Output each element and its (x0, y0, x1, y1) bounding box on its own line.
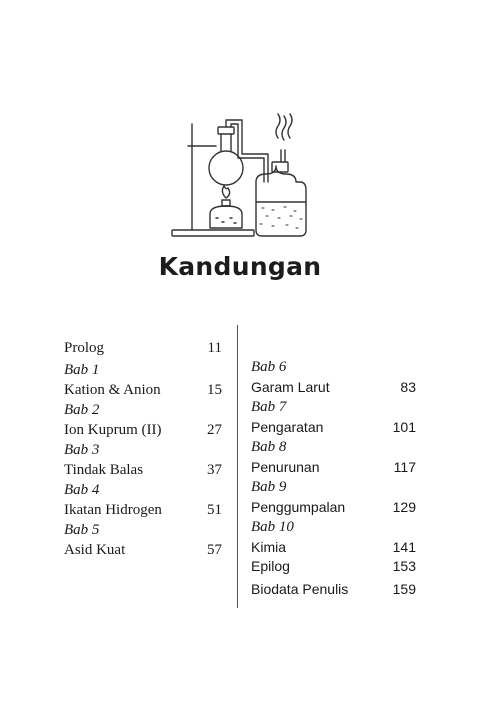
toc-chapter: Bab 1 (64, 362, 100, 378)
toc-page: 101 (392, 419, 416, 435)
toc-page: 117 (393, 459, 416, 475)
toc-entry (64, 520, 222, 560)
toc-title: Penggumpalan (251, 499, 346, 515)
toc-chapter: Bab 6 (251, 359, 287, 375)
toc-chapter: Bab 2 (64, 402, 100, 418)
toc-chapter: Bab 7 (251, 399, 287, 415)
toc-page: 83 (400, 379, 416, 395)
toc-title: Ion Kuprum (II) (64, 422, 162, 438)
toc-entry (251, 437, 416, 477)
toc-title: Tindak Balas (64, 462, 144, 478)
column-divider (237, 325, 238, 608)
toc-title: Prolog (64, 340, 105, 356)
toc-chapter: Bab 3 (64, 442, 100, 458)
toc-entry (64, 480, 222, 520)
toc-title: Asid Kuat (64, 542, 126, 558)
toc-page: 51 (207, 502, 222, 518)
toc-entry (251, 517, 416, 557)
toc-entry (64, 338, 222, 358)
toc-title: Biodata Penulis (251, 581, 349, 597)
toc-page: 129 (392, 499, 416, 515)
toc-title: Garam Larut (251, 379, 330, 395)
toc-chapter: Bab 8 (251, 439, 287, 455)
toc-title: Ikatan Hidrogen (64, 502, 162, 518)
page-title: Kandungan (158, 252, 322, 281)
toc-entry (64, 440, 222, 480)
toc-title: Kation & Anion (64, 382, 161, 398)
toc-title: Epilog (251, 558, 290, 574)
toc-page: 15 (207, 382, 222, 398)
toc-chapter: Bab 5 (64, 522, 100, 538)
toc-chapter: Bab 4 (64, 482, 100, 498)
toc-page: 141 (392, 539, 416, 555)
toc-entry (251, 357, 416, 397)
toc-title: Pengaratan (251, 419, 324, 435)
toc-title: Kimia (251, 539, 287, 555)
toc-entry (64, 360, 222, 400)
toc-entry (64, 400, 222, 440)
toc-page: 57 (207, 542, 222, 558)
toc-entry (251, 556, 416, 576)
toc-entry (251, 579, 416, 599)
toc-title: Penurunan (251, 459, 320, 475)
toc-page: 37 (207, 462, 222, 478)
chemistry-distillation-apparatus-icon (160, 110, 325, 245)
toc-entry (251, 477, 416, 517)
toc-entry (251, 397, 416, 437)
toc-page: 11 (207, 340, 222, 356)
toc-chapter: Bab 10 (251, 519, 294, 535)
toc-page: 153 (392, 558, 416, 574)
toc-chapter: Bab 9 (251, 479, 287, 495)
toc-page: 27 (207, 422, 222, 438)
toc-page: 159 (392, 581, 416, 597)
